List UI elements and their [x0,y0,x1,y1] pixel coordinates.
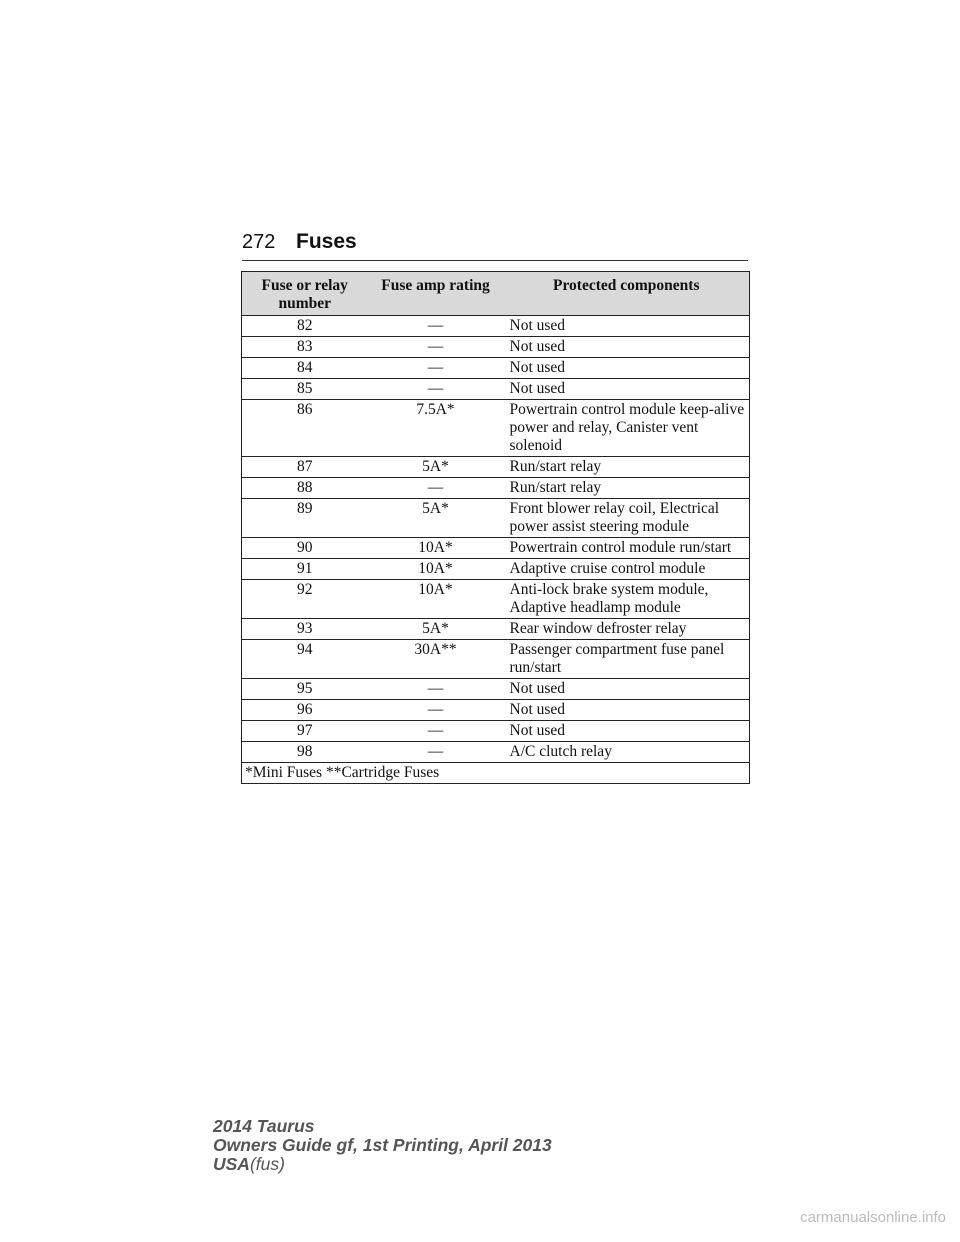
fuse-components-cell: Powertrain control module keep-alive power and relay, Canister vent solenoid [504,400,750,457]
fuse-number-cell: 88 [242,478,368,499]
fuse-amp-cell: — [368,742,504,763]
fuse-amp-cell: 5A* [368,457,504,478]
table-row [242,358,750,379]
footer-market-bold: USA [213,1154,250,1174]
fuse-number-cell: 97 [242,721,368,742]
fuse-components-cell: Anti-lock brake system module, Adaptive headlamp module [504,580,750,619]
column-header-amp: Fuse amp rating [368,272,504,316]
footer-market [213,1155,552,1174]
fuse-number-cell: 82 [242,316,368,337]
table-row [242,337,750,358]
footer-vehicle: 2014 Taurus [213,1116,315,1136]
fuse-components-cell: Passenger compartment fuse panel run/start [504,640,750,679]
table-header-row [242,272,750,316]
fuse-number-cell: 84 [242,358,368,379]
page-footer [213,1117,552,1174]
fuse-number-cell: 89 [242,499,368,538]
table-row [242,742,750,763]
fuse-amp-cell: 5A* [368,499,504,538]
footnote-row [242,763,750,784]
page-number: 272 [242,231,276,253]
fuse-components-cell: Run/start relay [504,478,750,499]
fuse-components-cell: Not used [504,679,750,700]
fuse-amp-cell: — [368,337,504,358]
table-row [242,619,750,640]
footer-market-code: (fus) [249,1154,285,1174]
fuse-number-cell: 85 [242,379,368,400]
fuse-number-cell: 92 [242,580,368,619]
fuse-components-cell: Front blower relay coil, Electrical power assist steering module [504,499,750,538]
fuse-number-cell: 94 [242,640,368,679]
fuse-components-cell: Rear window defroster relay [504,619,750,640]
fuse-amp-cell: 10A* [368,580,504,619]
fuse-components-cell: Not used [504,316,750,337]
fuse-components-cell: Adaptive cruise control module [504,559,750,580]
table-row [242,379,750,400]
fuse-number-cell: 93 [242,619,368,640]
fuse-number-cell: 95 [242,679,368,700]
table-row [242,700,750,721]
watermark: carmanualsonline.info [800,1209,946,1226]
table-row [242,538,750,559]
fuse-number-cell: 91 [242,559,368,580]
fuse-amp-cell: — [368,358,504,379]
fuse-number-cell: 98 [242,742,368,763]
fuse-number-cell: 96 [242,700,368,721]
fuse-number-cell: 86 [242,400,368,457]
table-row [242,316,750,337]
fuse-components-cell: Not used [504,337,750,358]
table-row [242,559,750,580]
fuse-amp-cell: — [368,478,504,499]
fuse-components-cell: Not used [504,700,750,721]
fuse-components-cell: Run/start relay [504,457,750,478]
table-row [242,640,750,679]
fuse-amp-cell: 5A* [368,619,504,640]
fuse-number-cell: 90 [242,538,368,559]
column-header-components: Protected components [504,272,750,316]
page-header [242,228,748,261]
fuse-components-cell: Not used [504,379,750,400]
fuse-number-cell: 87 [242,457,368,478]
fuse-amp-cell: — [368,721,504,742]
fuse-components-cell: Not used [504,358,750,379]
table-row [242,400,750,457]
table-footnote: *Mini Fuses **Cartridge Fuses [242,763,750,784]
table-row [242,457,750,478]
section-title: Fuses [296,230,357,253]
fuse-amp-cell: 10A* [368,559,504,580]
fuse-components-cell: A/C clutch relay [504,742,750,763]
fuse-number-cell: 83 [242,337,368,358]
fuse-amp-cell: — [368,379,504,400]
fuse-components-cell: Not used [504,721,750,742]
table-row [242,499,750,538]
table-row [242,721,750,742]
fuse-components-cell: Powertrain control module run/start [504,538,750,559]
fuse-amp-cell: 30A** [368,640,504,679]
table-row [242,478,750,499]
fuse-amp-cell: — [368,316,504,337]
table-row [242,580,750,619]
fuse-amp-cell: 7.5A* [368,400,504,457]
column-header-number: Fuse or relay number [242,272,368,316]
fuse-table [241,271,750,784]
fuse-amp-cell: 10A* [368,538,504,559]
fuse-amp-cell: — [368,679,504,700]
fuse-amp-cell: — [368,700,504,721]
footer-edition: Owners Guide gf, 1st Printing, April 2013 [213,1135,552,1155]
table-row [242,679,750,700]
